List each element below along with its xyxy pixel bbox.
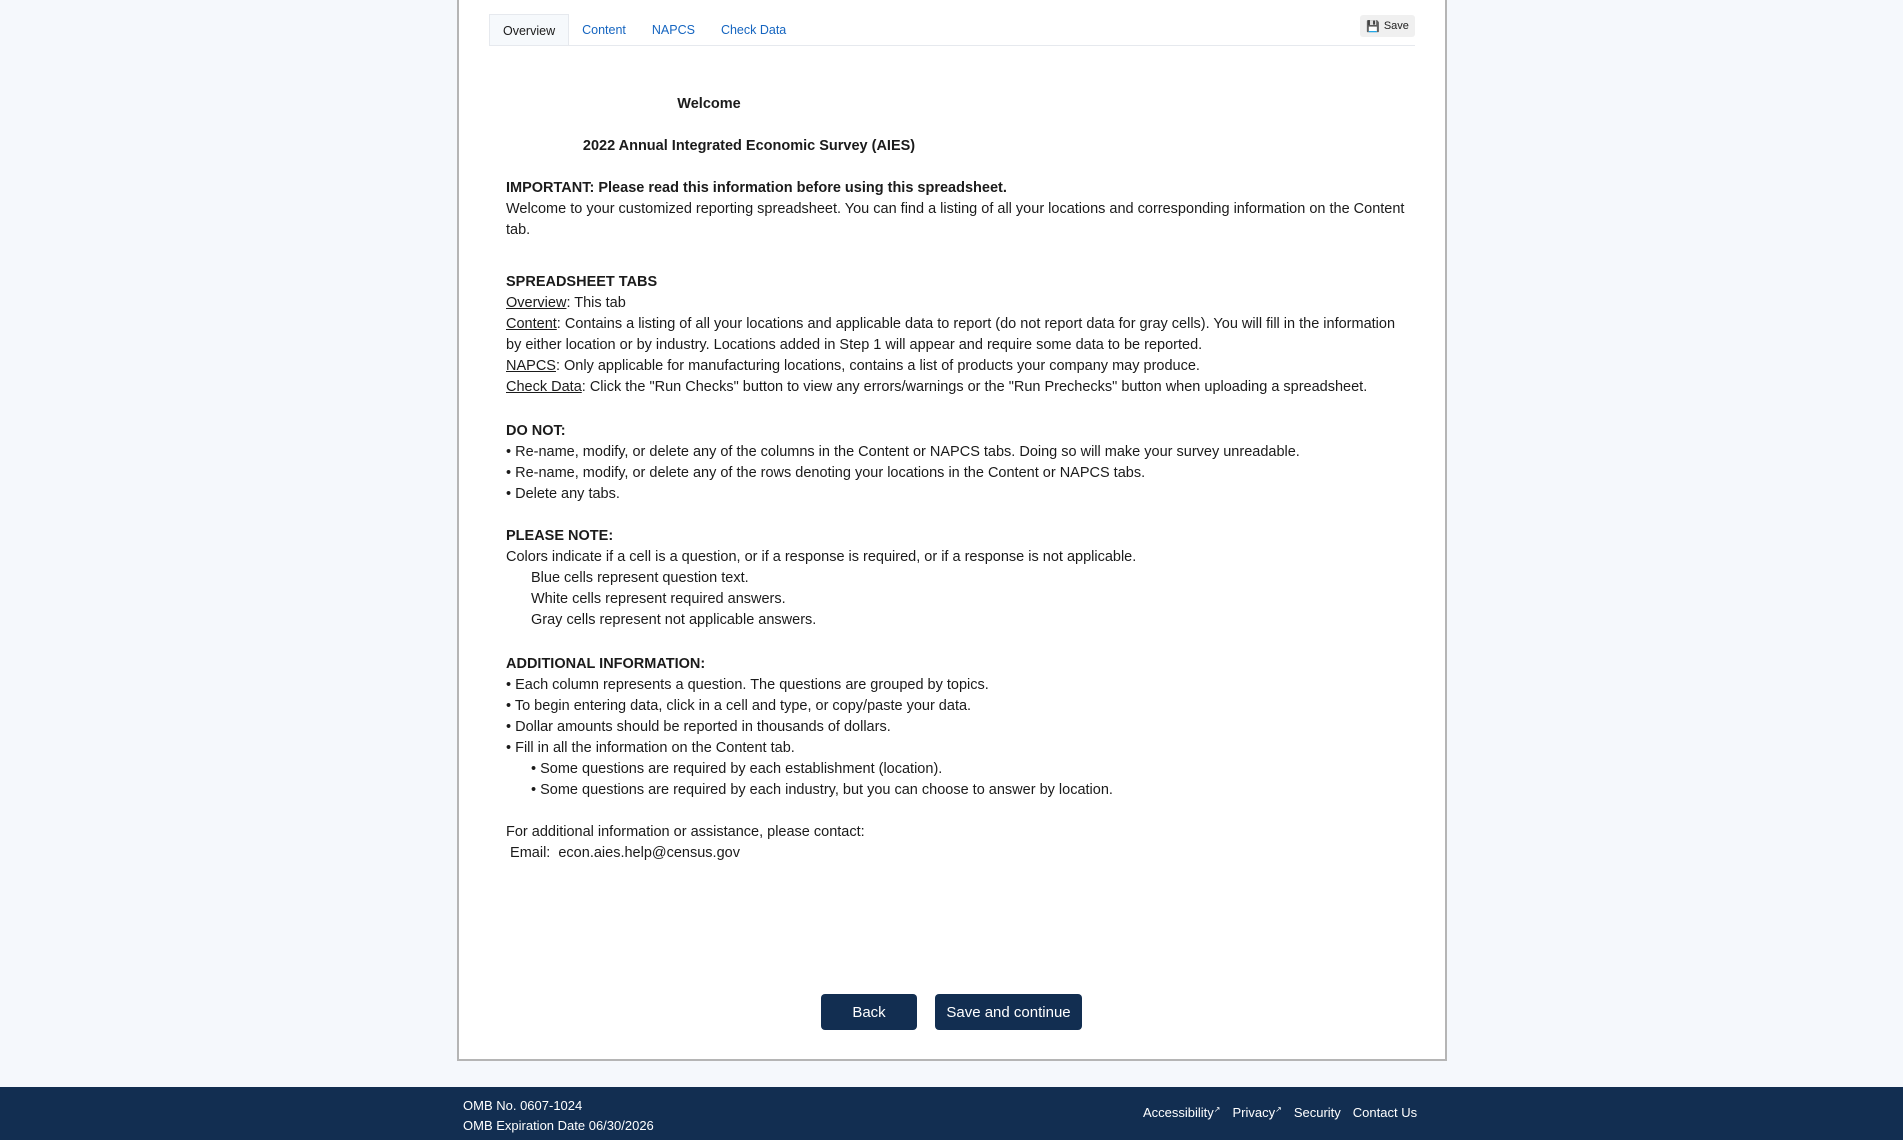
list-item: White cells represent required answers. xyxy=(531,591,786,607)
list-item: • To begin entering data, click in a cell and type, or copy/paste your data. xyxy=(506,698,972,714)
check-data-link: Check Data xyxy=(506,379,582,395)
back-button[interactable]: Back xyxy=(821,994,917,1030)
list-item: Gray cells represent not applicable answers. xyxy=(531,612,817,628)
external-link-icon: ↗ xyxy=(1213,1105,1221,1114)
contact-email: Email: econ.aies.help@census.gov xyxy=(506,845,740,861)
important-note: IMPORTANT: Please read this information before using this spreadsheet. xyxy=(506,180,1007,196)
save-and-continue-button[interactable]: Save and continue xyxy=(935,994,1082,1030)
accessibility-link[interactable]: Accessibility↗ xyxy=(1143,1105,1221,1120)
content-link: Content xyxy=(506,316,557,332)
additional-heading: ADDITIONAL INFORMATION: xyxy=(506,656,706,672)
note-intro: Colors indicate if a cell is a question, or if a response is required, or if a response is not applicable. xyxy=(506,549,1137,565)
tabs-heading: SPREADSHEET TABS xyxy=(506,274,658,290)
list-item: • Each column represents a question. The questions are grouped by topics. xyxy=(506,677,989,693)
welcome-heading: Welcome xyxy=(677,96,741,112)
napcs-desc: : Only applicable for manufacturing locations, contains a list of products your company may produce. xyxy=(555,358,1200,374)
privacy-link[interactable]: Privacy↗ xyxy=(1232,1105,1282,1120)
save-button[interactable]: 💾 Save xyxy=(1360,15,1415,37)
contact-text: For additional information or assistance, please contact: xyxy=(506,824,865,840)
list-item: • Delete any tabs. xyxy=(506,486,620,502)
tab-content[interactable]: Content xyxy=(582,23,626,37)
list-item: • Some questions are required by each industry, but you can choose to answer by location. xyxy=(531,782,1113,798)
intro-text: Welcome to your customized reporting spreadsheet. You can find a listing of all your locations and corresponding information on the Content tab. xyxy=(506,201,1405,238)
overview-desc: : This tab xyxy=(566,295,626,311)
omb-number: OMB No. 0607-1024 xyxy=(463,1098,583,1113)
donot-heading: DO NOT: xyxy=(506,423,566,439)
content-desc: : Contains a listing of all your locations and applicable data to report (do not report data for gray cells). You will fill in the information by either location or by industry. Locations added in Step 1 will appear and require some data to be reported. xyxy=(506,316,1396,353)
omb-expiration: OMB Expiration Date 06/30/2026 xyxy=(463,1118,654,1133)
list-item: • Re-name, modify, or delete any of the rows denoting your locations in the Content or NAPCS tabs. xyxy=(506,465,1146,481)
footer xyxy=(0,1087,1903,1140)
list-item: • Dollar amounts should be reported in thousands of dollars. xyxy=(506,719,891,735)
check-data-desc: : Click the "Run Checks" button to view any errors/warnings or the "Run Prechecks" button when uploading a spreadsheet. xyxy=(581,379,1368,395)
list-item: • Some questions are required by each establishment (location). xyxy=(531,761,943,777)
list-item: • Re-name, modify, or delete any of the columns in the Content or NAPCS tabs. Doing so will make your survey unreadable. xyxy=(506,444,1300,460)
tab-overview[interactable]: Overview xyxy=(489,14,569,45)
survey-title: 2022 Annual Integrated Economic Survey (AIES) xyxy=(582,138,916,154)
tab-check-data[interactable]: Check Data xyxy=(720,23,787,37)
security-link[interactable]: Security xyxy=(1293,1105,1341,1120)
note-heading: PLEASE NOTE: xyxy=(506,528,614,544)
tab-bar xyxy=(489,15,1415,46)
external-link-icon: ↗ xyxy=(1275,1105,1282,1114)
list-item: Blue cells represent question text. xyxy=(531,570,749,586)
floppy-disk-icon: 💾 xyxy=(1366,20,1380,33)
overview-link: Overview xyxy=(506,295,567,311)
napcs-link: NAPCS xyxy=(506,358,556,374)
list-item: • Fill in all the information on the Content tab. xyxy=(506,740,795,756)
tab-napcs[interactable]: NAPCS xyxy=(651,23,695,37)
contact-us-link[interactable]: Contact Us xyxy=(1352,1105,1418,1120)
